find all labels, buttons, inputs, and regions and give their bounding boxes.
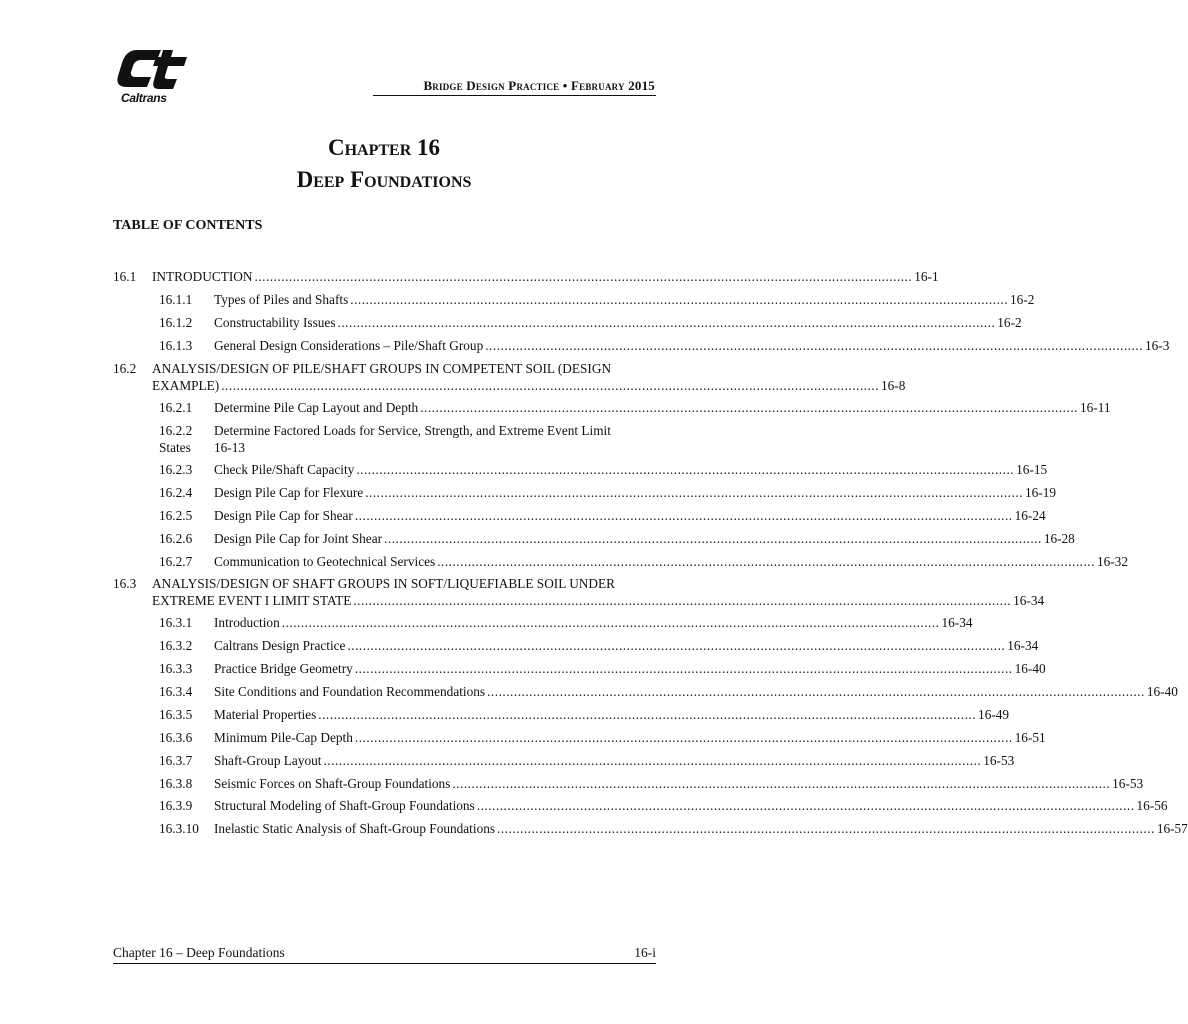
toc-page: 16-1 <box>914 269 939 284</box>
toc-title: Material Properties <box>214 707 317 722</box>
footer-page-number: 16-i <box>634 945 656 960</box>
toc-number: 16.1 <box>113 269 137 284</box>
toc-leader: ............................................................................................................................................................................ <box>318 707 977 722</box>
toc-number: 16.2.3 <box>159 462 193 477</box>
toc-leader: ............................................................................................................................................................................ <box>497 821 1155 836</box>
toc-leader: ............................................................................................................................................................................ <box>485 338 1143 353</box>
toc-number: 16.3.8 <box>159 776 193 791</box>
toc-leader: ............................................................................................................................................................................ <box>254 269 913 284</box>
toc-number: 16.2.4 <box>159 485 193 500</box>
toc-number: 16.3.3 <box>159 661 193 676</box>
toc-title: Determine Pile Cap Layout and Depth <box>214 400 419 415</box>
toc-page: 16-11 <box>1079 400 1111 415</box>
toc-number: 16.2.1 <box>159 400 193 415</box>
toc-leader: ............................................................................................................................................................................ <box>437 554 1095 569</box>
toc-page: 16-24 <box>1014 508 1046 523</box>
toc-page: 16-3 <box>1144 338 1170 353</box>
toc-leader: ............................................................................................................................................................................ <box>221 378 879 393</box>
toc-title: INTRODUCTION <box>152 269 253 284</box>
toc-leader: ............................................................................................................................................................................ <box>356 462 1015 477</box>
toc-page: 16-40 <box>1146 684 1178 699</box>
toc-title: Introduction <box>214 615 280 630</box>
toc-title-line2: EXTREME EVENT I LIMIT STATE <box>152 593 352 608</box>
toc-number: 16.3.10 <box>159 821 199 836</box>
toc-title: Structural Modeling of Shaft-Group Foundations <box>214 798 475 813</box>
toc-page: 16-53 <box>983 753 1015 768</box>
toc-number: 16.1.2 <box>159 315 193 330</box>
toc-page: 16-56 <box>1136 798 1168 813</box>
toc-number: 16.3.2 <box>159 638 193 653</box>
toc-title-line1: Determine Factored Loads for Service, Strength, and Extreme Event Limit <box>214 423 611 438</box>
toc-number: 16.2 <box>113 361 137 376</box>
toc-number: 16.3.1 <box>159 615 193 630</box>
toc-page: 16-34 <box>1007 638 1039 653</box>
toc-title-line2: 16-13 <box>214 440 246 455</box>
toc-title: Design Pile Cap for Joint Shear <box>214 531 383 546</box>
caltrans-wordmark: Caltrans <box>121 91 167 105</box>
footer-chapter-label: Chapter 16 – Deep Foundations <box>113 945 285 960</box>
toc-title: Types of Piles and Shafts <box>214 292 349 307</box>
toc-leader: ............................................................................................................................................................................ <box>323 753 982 768</box>
toc-page: 16-40 <box>1014 661 1046 676</box>
toc-leader: ............................................................................................................................................................................ <box>476 798 1135 813</box>
toc-number: 16.2.6 <box>159 531 193 546</box>
toc-heading: TABLE OF CONTENTS <box>113 218 263 233</box>
toc-page: 16-34 <box>1013 593 1045 608</box>
toc-number: 16.3.7 <box>159 753 193 768</box>
toc-title: Caltrans Design Practice <box>214 638 346 653</box>
toc-title: Inelastic Static Analysis of Shaft-Group Foundations <box>214 821 496 836</box>
toc-page: 16-8 <box>880 378 906 393</box>
toc-leader: ............................................................................................................................................................................ <box>347 638 1006 653</box>
toc-title-line1: ANALYSIS/DESIGN OF PILE/SHAFT GROUPS IN COMPETENT SOIL (DESIGN <box>152 361 612 376</box>
toc-leader: ............................................................................................................................................................................ <box>452 776 1111 791</box>
chapter-subtitle: Deep Foundations <box>296 167 472 192</box>
toc-leader: ............................................................................................................................................................................ <box>337 315 996 330</box>
toc-number: 16.3.5 <box>159 707 193 722</box>
toc-number: 16.2.5 <box>159 508 193 523</box>
toc-leader: ............................................................................................................................................................................ <box>354 508 1013 523</box>
toc-number: 16.2.7 <box>159 554 193 569</box>
toc-number: 16.1.1 <box>159 292 193 307</box>
toc-leader: ............................................................................................................................................................................ <box>487 684 1145 699</box>
toc-leader: ............................................................................................................................................................................ <box>281 615 940 630</box>
toc-title-line2: EXAMPLE) <box>152 378 220 393</box>
toc-title: Shaft-Group Layout <box>214 753 322 768</box>
toc-title: Minimum Pile-Cap Depth <box>214 730 353 745</box>
toc-leader: ............................................................................................................................................................................ <box>350 292 1009 307</box>
toc-title: Check Pile/Shaft Capacity <box>214 462 355 477</box>
chapter-title: Chapter 16 <box>327 135 441 160</box>
toc-leader: ............................................................................................................................................................................ <box>384 531 1042 546</box>
toc-title: Design Pile Cap for Shear <box>214 508 353 523</box>
toc-title: Site Conditions and Foundation Recommendations <box>214 684 486 699</box>
toc-page: 16-19 <box>1024 485 1056 500</box>
toc-number: 16.3 <box>113 576 137 591</box>
toc-page: 16-51 <box>1014 730 1046 745</box>
toc-leader: ............................................................................................................................................................................ <box>365 485 1023 500</box>
toc-page: 16-2 <box>1010 292 1035 307</box>
toc-number-overflow: States <box>159 440 191 455</box>
toc-page: 16-15 <box>1016 462 1048 477</box>
toc-leader: ............................................................................................................................................................................ <box>354 661 1013 676</box>
toc-leader: ............................................................................................................................................................................ <box>354 730 1013 745</box>
toc-page: 16-49 <box>978 707 1010 722</box>
toc-title: General Design Considerations – Pile/Shaft Group <box>214 338 484 353</box>
toc-page: 16-34 <box>941 615 973 630</box>
toc-number: 16.3.4 <box>159 684 193 699</box>
toc-title: Communication to Geotechnical Services <box>214 554 436 569</box>
toc-title: Design Pile Cap for Flexure <box>214 485 364 500</box>
header-rule <box>373 95 656 96</box>
toc-page: 16-28 <box>1043 531 1075 546</box>
toc-page: 16-32 <box>1096 554 1128 569</box>
toc-leader: ............................................................................................................................................................................ <box>420 400 1078 415</box>
toc-page: 16-53 <box>1112 776 1144 791</box>
toc-page: 16-2 <box>997 315 1022 330</box>
toc-title: Constructability Issues <box>214 315 336 330</box>
toc-title-line1: ANALYSIS/DESIGN OF SHAFT GROUPS IN SOFT/LIQUEFIABLE SOIL UNDER <box>152 576 615 591</box>
toc-leader: ............................................................................................................................................................................ <box>353 593 1012 608</box>
toc-number: 16.1.3 <box>159 338 193 353</box>
caltrans-logo <box>113 44 193 108</box>
toc-title: Seismic Forces on Shaft-Group Foundations <box>214 776 451 791</box>
toc-number: 16.3.6 <box>159 730 193 745</box>
toc-page: 16-57 <box>1156 821 1188 836</box>
running-header: Bridge Design Practice • February 2015 <box>423 78 655 93</box>
toc-title: Practice Bridge Geometry <box>214 661 353 676</box>
toc-number: 16.3.9 <box>159 798 193 813</box>
footer-rule <box>113 963 656 964</box>
toc-number: 16.2.2 <box>159 423 193 438</box>
